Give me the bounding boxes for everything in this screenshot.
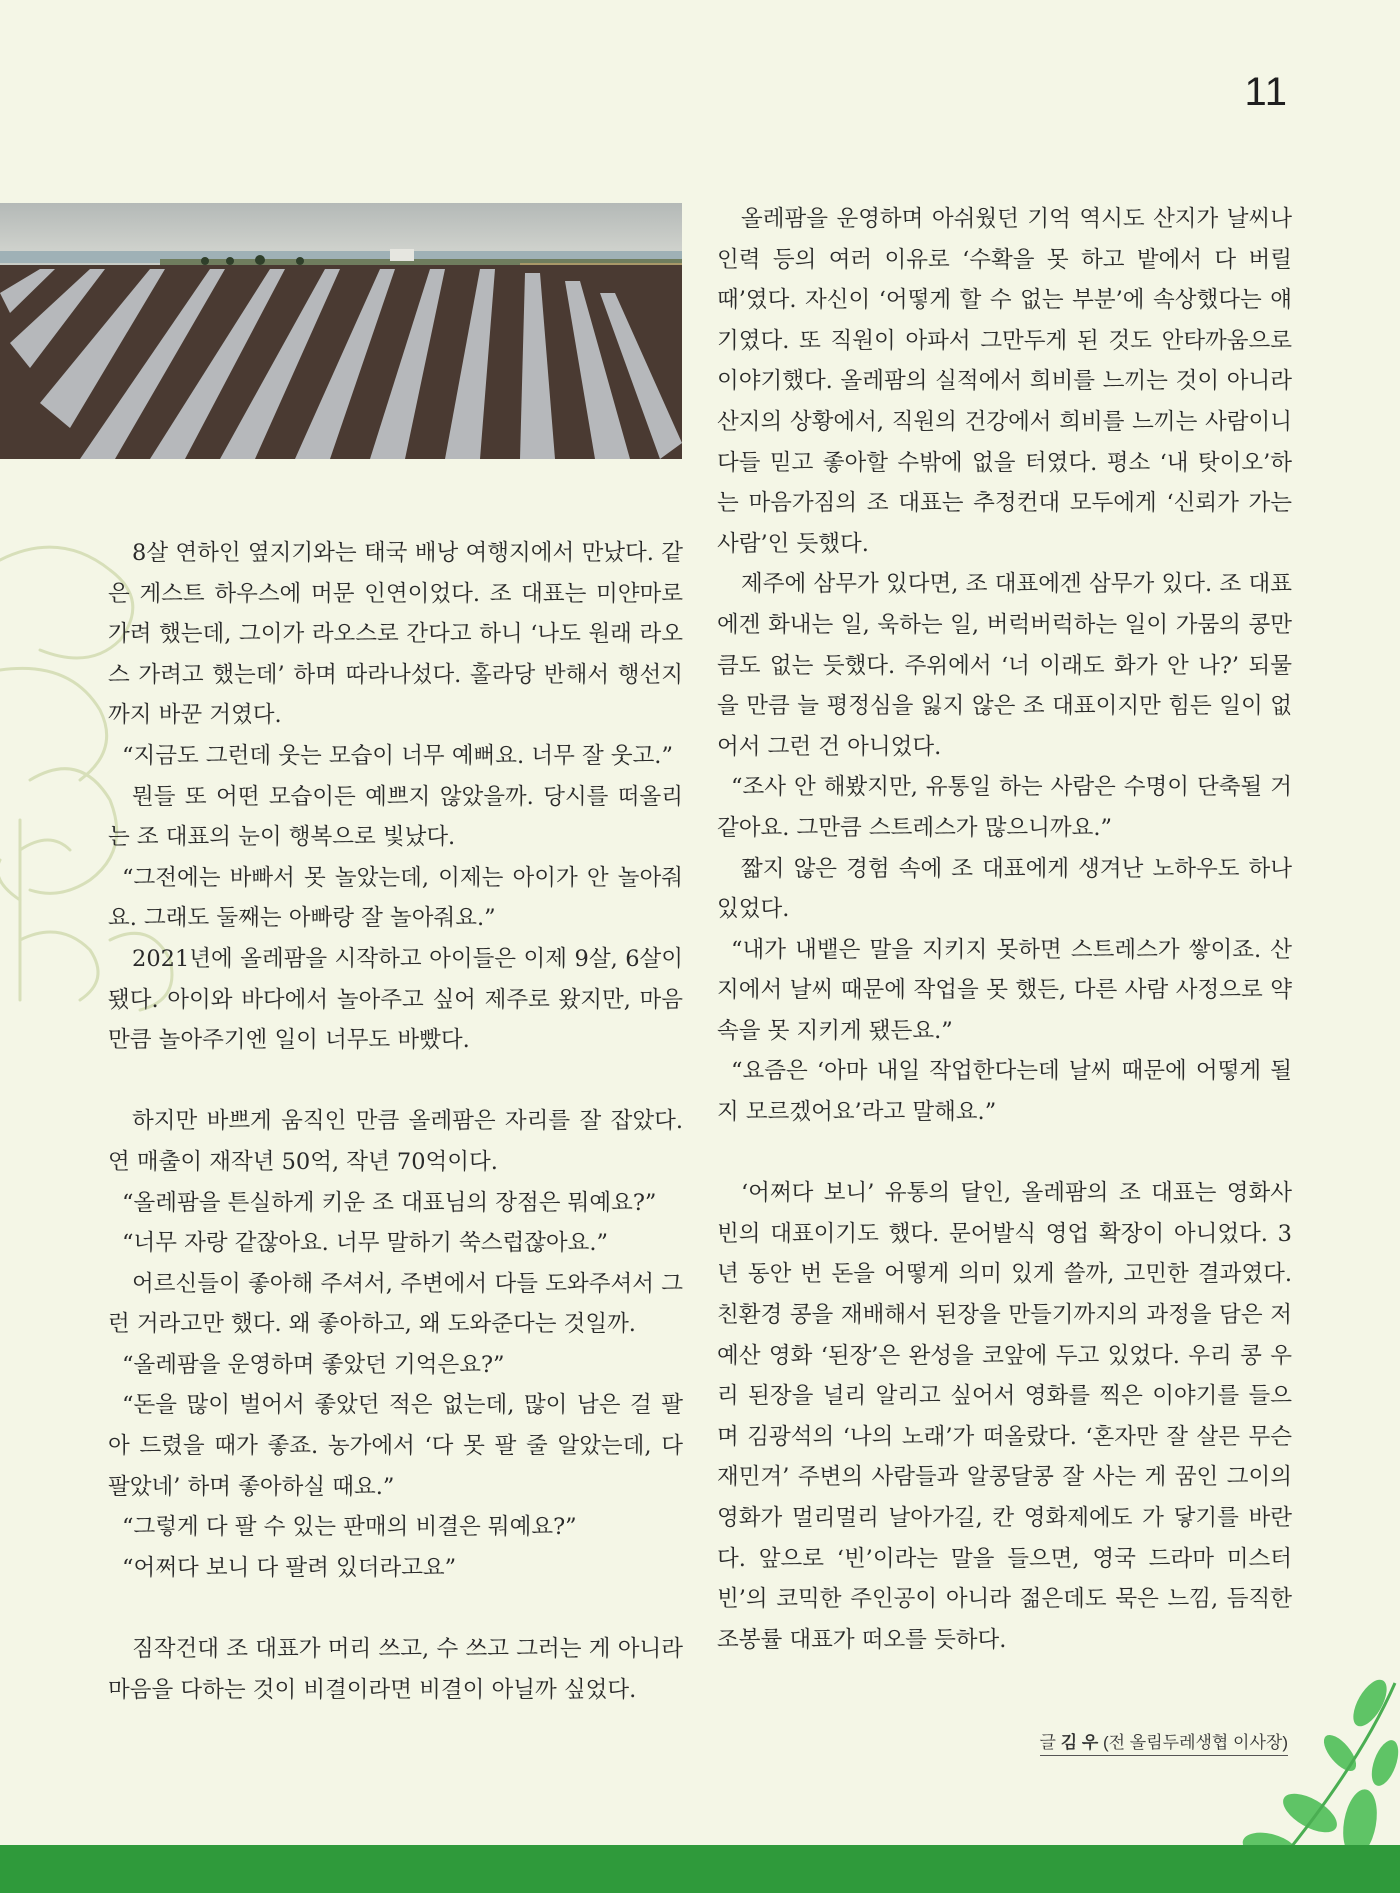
paragraph: 하지만 바쁘게 움직인 만큼 올레팜은 자리를 잘 잡았다. 연 매출이 재작년 50억, 작년 70억이다.	[108, 1108, 683, 1175]
byline-prefix: 글	[1039, 1733, 1056, 1752]
quote: “올레팜을 운영하며 좋았던 기억은요?”	[122, 1351, 505, 1378]
paragraph: 2021년에 올레팜을 시작하고 아이들은 이제 9살, 6살이 됐다. 아이와 바다에서 놀아주고 싶어 제주로 왔지만, 마음만큼 놀아주기엔 일이 너무도 바빴다.	[108, 945, 683, 1054]
quote: “요즘은 ‘아마 내일 작업한다는데 날씨 때문에 어떻게 될지 모르겠어요’라고 말해요.”	[717, 1058, 1292, 1126]
quote: “올레팜을 튼실하게 키운 조 대표님의 장점은 뭐예요?”	[122, 1189, 657, 1216]
quote: “어쩌다 보니 다 팔려 있더라고요”	[122, 1554, 457, 1581]
quote: “그렇게 다 팔 수 있는 판매의 비결은 뭐예요?”	[122, 1514, 577, 1541]
paragraph: 짐작건대 조 대표가 머리 쓰고, 수 쓰고 그러는 게 아니라 마음을 다하는 것이 비결이라면 비결이 아닐까 싶었다.	[108, 1636, 683, 1703]
right-column	[717, 199, 1292, 1660]
page-number: 11	[1244, 70, 1288, 114]
quote: “돈을 많이 벌어서 좋았던 적은 없는데, 많이 남은 걸 팔아 드렸을 때가 좋죠. 농가에서 ‘다 못 팔 줄 알았는데, 다 팔았네’ 하며 좋아하실 때요.”	[108, 1392, 683, 1500]
quote: “너무 자랑 같잖아요. 너무 말하기 쑥스럽잖아요.”	[122, 1230, 609, 1257]
quote: “그전에는 바빠서 못 놀았는데, 이제는 아이가 안 놀아줘요. 그래도 둘째는 아빠랑 잘 놀아줘요.”	[108, 864, 683, 932]
byline-author: 김 우	[1060, 1733, 1099, 1752]
paragraph: 올레팜을 운영하며 아쉬웠던 기억 역시도 산지가 날씨나 인력 등의 여러 이유로 ‘수확을 못 하고 밭에서 다 버릴 때’였다. 자신이 ‘어떻게 할 수 없는 부분’에 속상했다는 얘기였다. 또 직원이 아파서 그만두게 된 것도 안타까움으로 이야기했다. 올레팜의 실적에서 희비를 느끼는 것이 아니라 산지의 상황에서, 직원의 건강에서 희비를 느끼는 사람이니 다들 믿고 좋아할 수밖에 없을 터였다. 평소 ‘내 탓이오’하는 마음가짐의 조 대표는 추정컨대 모두에게 ‘신뢰가 가는 사람’인 듯했다.	[717, 206, 1292, 557]
leaf-cluster-icon	[1220, 1663, 1400, 1863]
quote: “내가 내뱉은 말을 지키지 못하면 스트레스가 쌓이죠. 산지에서 날씨 때문에 작업을 못 했든, 다른 사람 사정으로 약속을 못 지키게 됐든요.”	[717, 936, 1292, 1044]
farm-field-photo	[0, 203, 682, 459]
paragraph: 뭔들 또 어떤 모습이든 예쁘지 않았을까. 당시를 떠올리는 조 대표의 눈이 행복으로 빛났다.	[108, 783, 683, 851]
paragraph: 어르신들이 좋아해 주셔서, 주변에서 다들 도와주셔서 그런 거라고만 했다. 왜 좋아하고, 왜 도와준다는 것일까.	[108, 1270, 683, 1338]
paragraph: 짧지 않은 경험 속에 조 대표에게 생겨난 노하우도 하나 있었다.	[717, 855, 1292, 923]
footer-bar	[0, 1845, 1400, 1893]
byline-role: (전 올림두레생협 이사장)	[1103, 1733, 1288, 1752]
paragraph: 8살 연하인 옆지기와는 태국 배낭 여행지에서 만났다. 같은 게스트 하우스에 머문 인연이었다. 조 대표는 미얀마로 가려 했는데, 그이가 라오스로 간다고 하니 ‘나도 원래 라오스 가려고 했는데’ 하며 따라나섰다. 홀라당 반해서 행선지까지 바꾼 거였다.	[108, 540, 683, 729]
paragraph: 제주에 삼무가 있다면, 조 대표에겐 삼무가 있다. 조 대표에겐 화내는 일, 욱하는 일, 버럭버럭하는 일이 가뭄의 콩만큼도 없는 듯했다. 주위에서 ‘너 이래도 화가 안 나?’ 되물을 만큼 늘 평정심을 잃지 않은 조 대표이지만 힘든 일이 없어서 그런 건 아니었다.	[717, 571, 1292, 760]
quote: “조사 안 해봤지만, 유통일 하는 사람은 수명이 단축될 거 같아요. 그만큼 스트레스가 많으니까요.”	[717, 774, 1292, 841]
left-column	[108, 533, 683, 1710]
paragraph: ‘어쩌다 보니’ 유통의 달인, 올레팜의 조 대표는 영화사 빈의 대표이기도 했다. 문어발식 영업 확장이 아니었다. 3년 동안 번 돈을 어떻게 의미 있게 쓸까, 고민한 결과였다. 친환경 콩을 재배해서 된장을 만들기까지의 과정을 담은 저예산 영화 ‘된장’은 완성을 코앞에 두고 있었다. 우리 콩 우리 된장을 널리 알리고 싶어서 영화를 찍은 이야기를 들으며 김광석의 ‘나의 노래’가 떠올랐다. ‘혼자만 잘 살믄 무슨 재민겨’ 주변의 사람들과 알콩달콩 잘 사는 게 꿈인 그이의 영화가 멀리멀리 날아가길, 칸 영화제에도 가 닿기를 바란다. 앞으로 ‘빈’이라는 말을 들으면, 영국 드라마 미스터 빈’의 코믹한 주인공이 아니라 젊은데도 묵은 느낌, 듬직한 조봉률 대표가 떠오를 듯하다.	[717, 1180, 1293, 1653]
quote: “지금도 그런데 웃는 모습이 너무 예뻐요. 너무 잘 웃고.”	[122, 742, 673, 769]
